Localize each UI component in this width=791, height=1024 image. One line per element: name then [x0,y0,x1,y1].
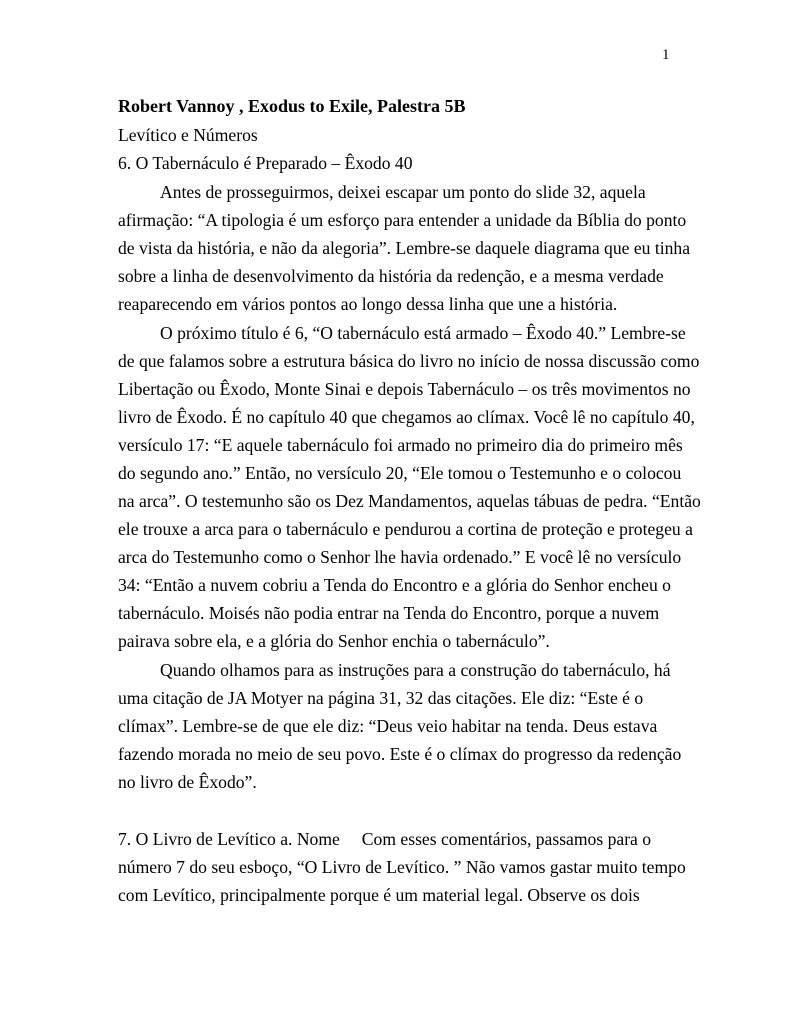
paragraph-2-line-9: arca do Testemunho como o Senhor lhe havia ordenado.” E você lê no versículo [118,547,682,567]
paragraph-1-line-5: reaparecendo em vários pontos ao longo dessa linha que une a história. [118,294,618,314]
paragraph-3-line-1: Quando olhamos para as instruções para a construção do tabernáculo, há [160,660,671,680]
paragraph-2-line-2: de que falamos sobre a estrutura básica do livro no início de nossa discussão como [118,351,700,371]
paragraph-3-line-3: clímax”. Lembre-se de que ele diz: “Deus veio habitar na tenda. Deus estava [118,716,658,736]
paragraph-2-line-3: Libertação ou Êxodo, Monte Sinai e depois Tabernáculo – os três movimentos no [118,379,691,399]
paragraph-2-line-10: 34: “Então a nuvem cobriu a Tenda do Encontro e a glória do Senhor encheu o [118,575,671,595]
paragraph-2-line-7: na arca”. O testemunho são os Dez Mandamentos, aquelas tábuas de pedra. “Então [118,491,701,511]
paragraph-2-line-8: ele trouxe a arca para o tabernáculo e pendurou a cortina de proteção e protegeu a [118,519,693,539]
paragraph-4-line-3: com Levítico, principalmente porque é um material legal. Observe os dois [118,885,640,905]
paragraph-2-line-4: livro de Êxodo. É no capítulo 40 que chegamos ao clímax. Você lê no capítulo 40, [118,407,695,427]
paragraph-2-line-12: pairava sobre ela, e a glória do Senhor enchia o tabernáculo”. [118,631,550,651]
page-number: 1 [662,47,670,63]
paragraph-3-line-4: fazendo morada no meio de seu povo. Este é o clímax do progresso da redenção [118,744,682,764]
paragraph-3-line-5: no livro de Êxodo”. [118,772,257,792]
paragraph-4-line-1: 7. O Livro de Levítico a. Nome Com esses comentários, passamos para o [118,829,652,849]
paragraph-3-line-2: uma citação de JA Motyer na página 31, 32 das citações. Ele diz: “Este é o [118,688,644,708]
paragraph-2-line-6: do segundo ano.” Então, no versículo 20, “Ele tomou o Testemunho e o colocou [118,463,682,483]
paragraph-4-line-2: número 7 do seu esboço, “O Livro de Levítico. ” Não vamos gastar muito tempo [118,857,686,877]
paragraph-1-line-2: afirmação: “A tipologia é um esforço para entender a unidade da Bíblia do ponto [118,210,687,230]
document-title: Robert Vannoy , Exodus to Exile, Palestra 5B [118,96,466,116]
paragraph-1-line-3: de vista da história, e não da alegoria”. Lembre-se daquele diagrama que eu tinha [118,238,691,258]
paragraph-1-line-1: Antes de prosseguirmos, deixei escapar um ponto do slide 32, aquela [160,182,646,202]
section-heading: 6. O Tabernáculo é Preparado – Êxodo 40 [118,153,413,173]
document-subtitle: Levítico e Números [118,125,258,145]
paragraph-2-line-1: O próximo título é 6, “O tabernáculo está armado – Êxodo 40.” Lembre-se [160,323,686,343]
paragraph-1-line-4: sobre a linha de desenvolvimento da história da redenção, e a mesma verdade [118,266,664,286]
paragraph-2-line-5: versículo 17: “E aquele tabernáculo foi armado no primeiro dia do primeiro mês [118,435,683,455]
paragraph-2-line-11: tabernáculo. Moisés não podia entrar na Tenda do Encontro, porque a nuvem [118,603,660,623]
